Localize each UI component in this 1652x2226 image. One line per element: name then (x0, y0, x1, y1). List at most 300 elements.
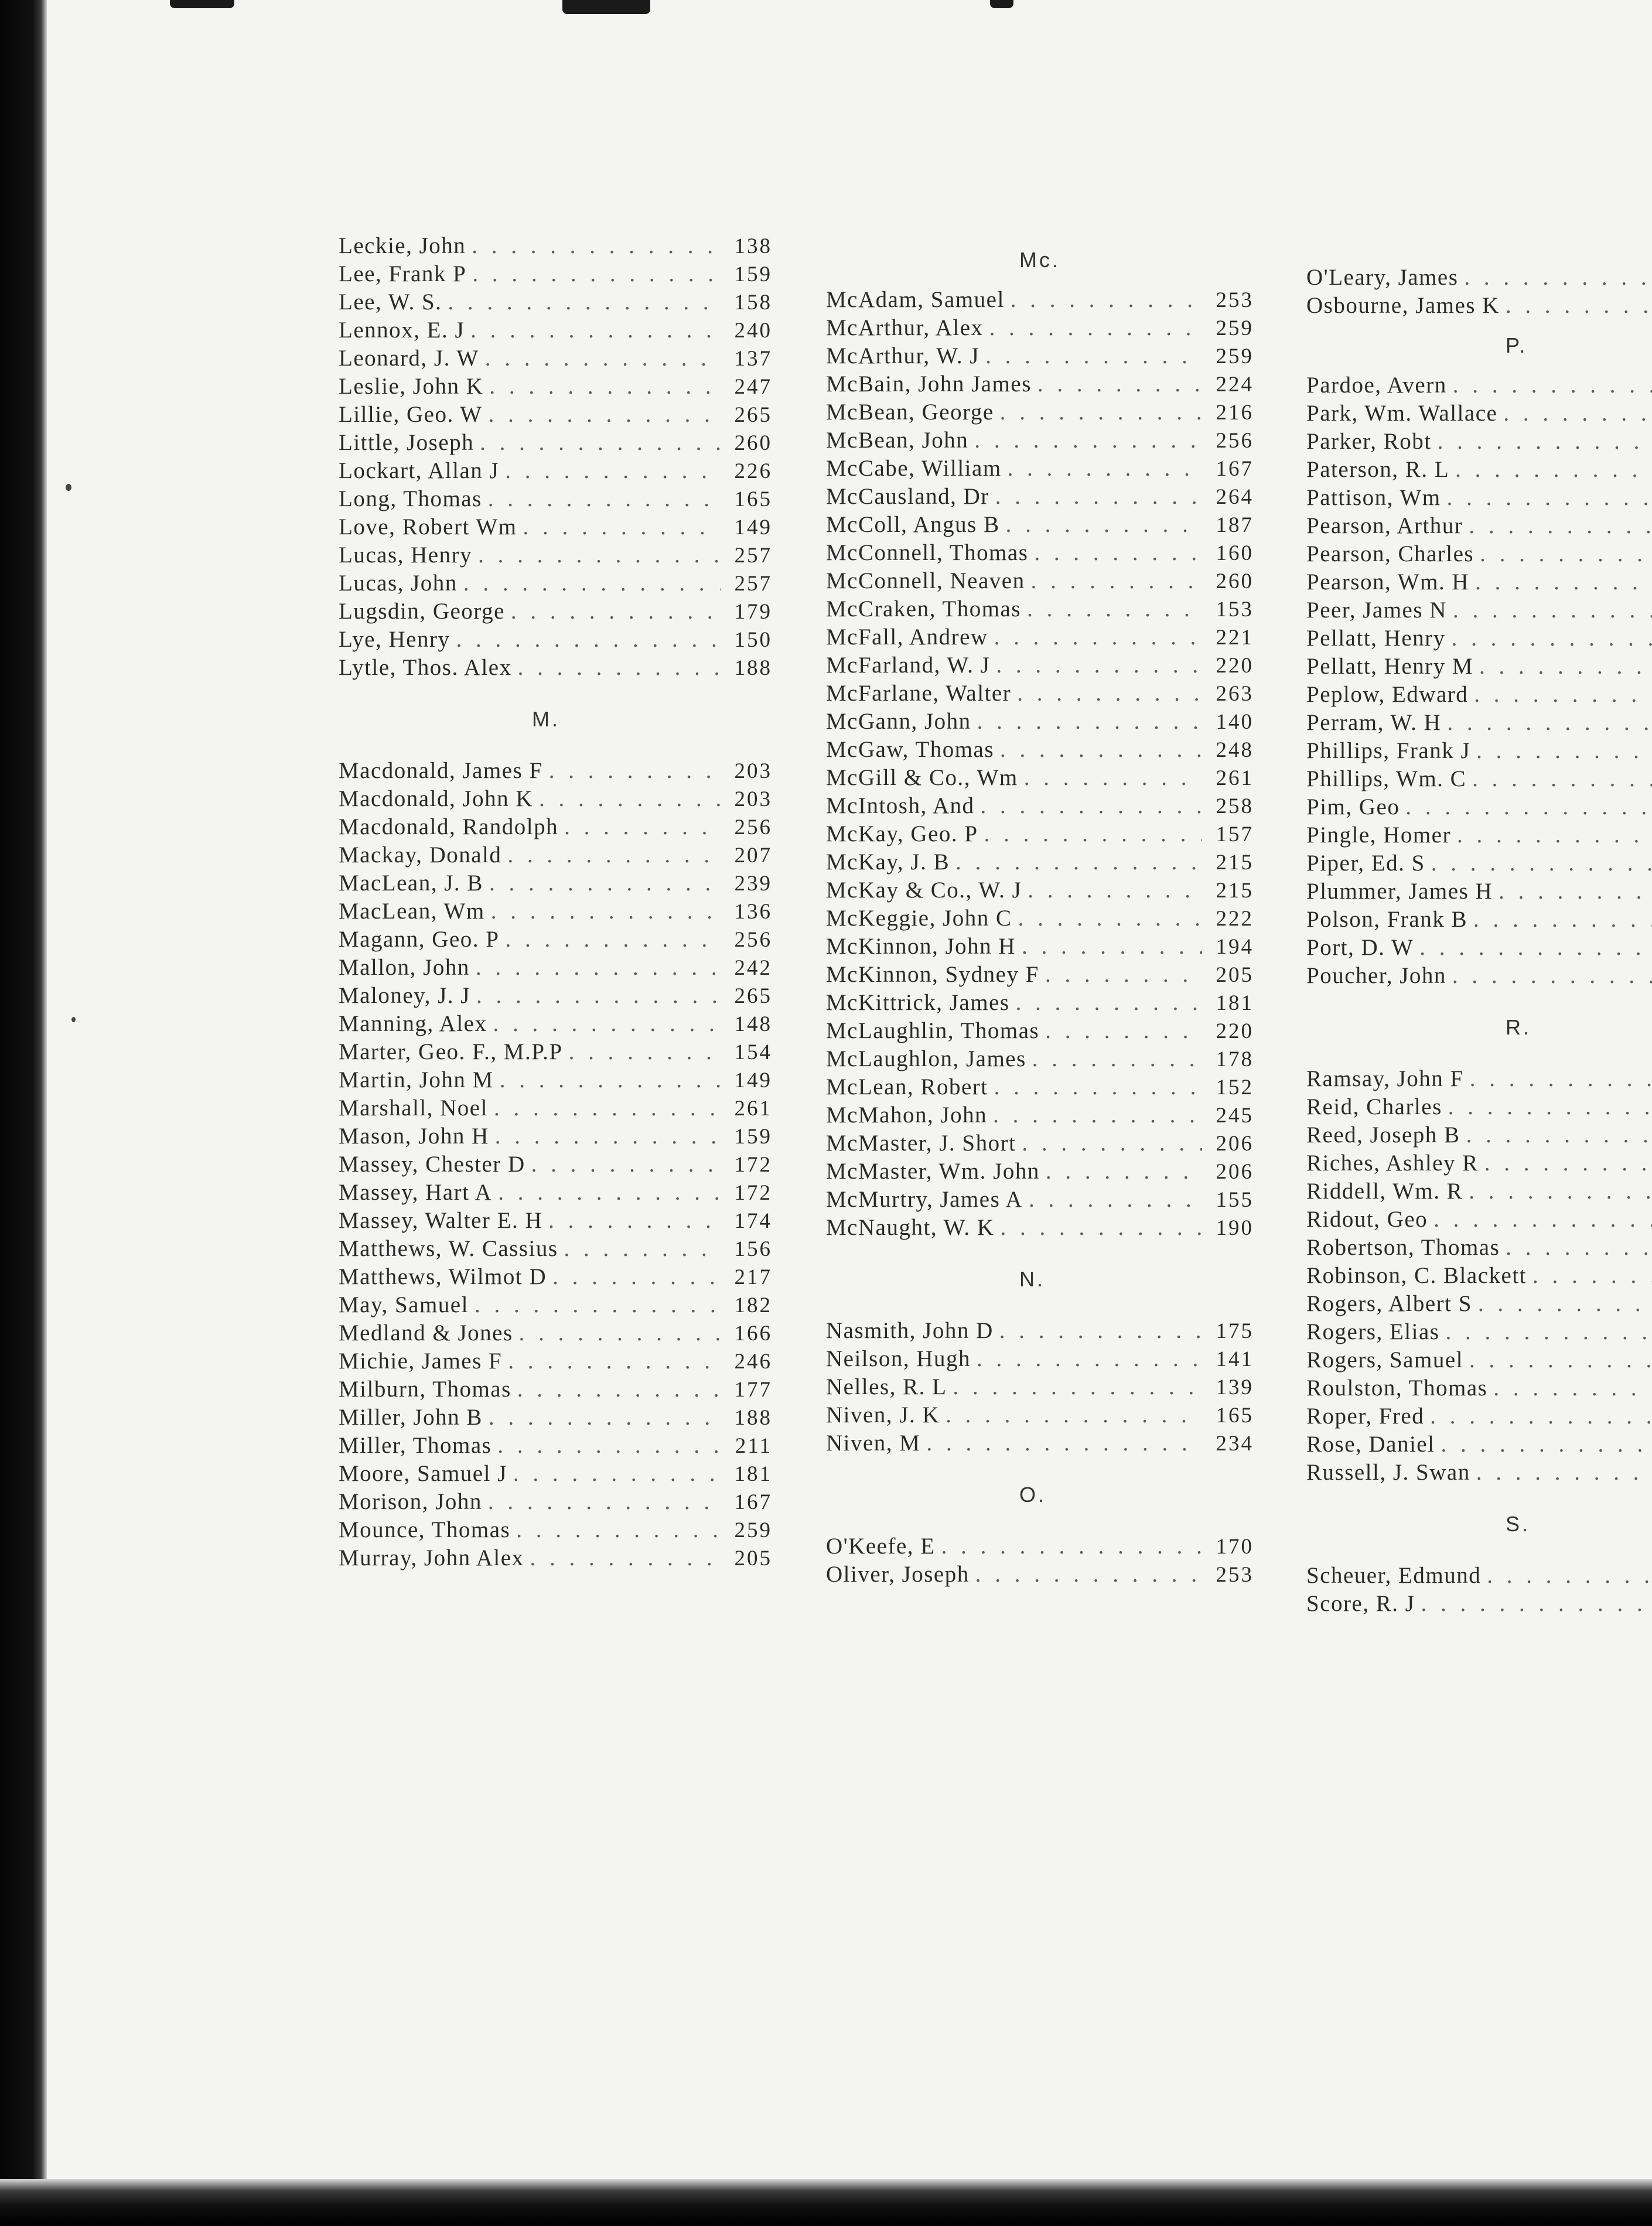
dot-leader (1027, 595, 1202, 623)
index-entry (1306, 1234, 1652, 1262)
entry-page-number: 149 (734, 515, 772, 540)
entry-page-number: 203 (734, 787, 772, 811)
entry-page-number: 259 (1216, 316, 1254, 340)
index-entry (339, 1207, 772, 1235)
entry-page-number: 179 (734, 600, 772, 624)
entry-page-number: 264 (1216, 485, 1254, 509)
index-entry (826, 567, 1254, 595)
entry-name: McArthur, Alex (826, 315, 984, 340)
dot-leader (513, 1460, 721, 1488)
entry-page-number: 153 (1216, 598, 1254, 622)
dot-leader (516, 1516, 721, 1544)
entry-page-number: 141 (1216, 1347, 1254, 1371)
dot-leader (489, 869, 721, 897)
index-entry (826, 1561, 1254, 1589)
entry-name: Miller, Thomas (339, 1433, 492, 1458)
dot-leader (1433, 1206, 1652, 1234)
dot-leader (985, 342, 1202, 370)
dot-leader (1037, 370, 1202, 398)
dot-leader (941, 1532, 1202, 1561)
entry-page-number: 261 (1216, 766, 1254, 790)
index-entry (1306, 653, 1652, 681)
dot-leader (1499, 878, 1652, 906)
dot-leader (1476, 737, 1652, 765)
entry-page-number: 260 (1216, 569, 1254, 593)
entry-name: Massey, Walter E. H (339, 1208, 543, 1233)
entry-page-number: 138 (734, 234, 772, 258)
index-entry (339, 457, 772, 485)
dot-leader (1479, 653, 1652, 681)
index-entry (1306, 540, 1652, 568)
index-entry (826, 651, 1254, 680)
entry-name: Long, Thomas (339, 486, 482, 511)
entry-page-number: 165 (734, 487, 772, 511)
entry-page-number: 242 (734, 956, 772, 980)
entry-page-number: 137 (734, 347, 772, 371)
entry-page-number: 156 (734, 1237, 772, 1261)
entry-page-number: 246 (734, 1350, 772, 1374)
index-group-s (1306, 1562, 1652, 1618)
entry-page-number: 167 (734, 1490, 772, 1514)
dot-leader (497, 1432, 721, 1460)
entry-name: Mason, John H (339, 1124, 489, 1149)
entry-name: Reid, Charles (1306, 1094, 1442, 1119)
dot-leader (523, 513, 721, 541)
entry-page-number: 211 (735, 1434, 772, 1458)
entry-name: May, Samuel (339, 1292, 469, 1317)
dot-leader (977, 708, 1202, 736)
entry-name: McGill & Co., Wm (826, 765, 1018, 790)
index-entry (1306, 709, 1652, 737)
entry-page-number: 222 (1216, 907, 1254, 931)
entry-name: McConnell, Thomas (826, 540, 1029, 565)
dot-leader (1452, 962, 1652, 990)
dot-leader (1421, 1590, 1652, 1618)
index-entry (1306, 1262, 1652, 1290)
index-entry (339, 926, 772, 954)
dot-leader (1472, 765, 1652, 793)
entry-page-number: 257 (734, 544, 772, 568)
entry-name: Morison, John (339, 1489, 482, 1514)
entry-page-number: 215 (1216, 879, 1254, 903)
index-entry (826, 1401, 1254, 1429)
dot-leader (478, 541, 721, 569)
entry-name: Nasmith, John D (826, 1318, 994, 1343)
dot-leader (1438, 428, 1652, 456)
entry-name: McMurtry, James A (826, 1187, 1023, 1212)
index-group-m (339, 757, 772, 1572)
entry-name: Parker, Robt (1306, 429, 1432, 454)
entry-page-number: 152 (1216, 1076, 1254, 1100)
index-entry (1306, 934, 1652, 962)
entry-page-number: 256 (734, 815, 772, 839)
index-entry (826, 1317, 1254, 1345)
dot-leader (488, 485, 721, 513)
index-entry (826, 1186, 1254, 1214)
index-entry (826, 1532, 1254, 1561)
entry-name: Little, Joseph (339, 430, 475, 455)
index-entry (339, 626, 772, 654)
index-entry (826, 511, 1254, 539)
entry-name: Pellatt, Henry (1306, 626, 1446, 651)
dot-leader (549, 757, 721, 785)
entry-name: Rose, Daniel (1306, 1432, 1435, 1457)
dot-leader (476, 954, 721, 982)
ink-speck (71, 1017, 76, 1022)
entry-name: McMaster, J. Short (826, 1131, 1016, 1156)
entry-name: McKay & Co., W. J (826, 878, 1022, 903)
entry-page-number: 217 (734, 1265, 772, 1289)
entry-name: McKay, J. B (826, 849, 950, 875)
entry-page-number: 234 (1216, 1432, 1254, 1456)
entry-name: Martin, John M (339, 1067, 494, 1092)
dot-leader (518, 654, 721, 682)
index-entry (826, 426, 1254, 455)
entry-name: Pattison, Wm (1306, 485, 1441, 510)
entry-page-number: 221 (1216, 626, 1254, 650)
entry-name: McKay, Geo. P (826, 821, 978, 846)
index-entry (339, 1432, 772, 1460)
entry-page-number: 159 (734, 262, 772, 286)
entry-name: Niven, J. K (826, 1402, 940, 1428)
entry-name: Ridout, Geo (1306, 1207, 1428, 1232)
dot-leader (927, 1429, 1203, 1457)
entry-name: McKittrick, James (826, 990, 1010, 1015)
entry-name: McKinnon, Sydney F (826, 962, 1039, 987)
entry-name: Scheuer, Edmund (1306, 1563, 1482, 1588)
index-entry (1306, 878, 1652, 906)
index-entry (826, 539, 1254, 567)
entry-page-number: 256 (1216, 429, 1254, 453)
dot-leader (1045, 1017, 1202, 1045)
index-entry (1306, 737, 1652, 765)
dot-leader (1441, 1430, 1652, 1459)
dot-leader (1006, 511, 1202, 539)
entry-page-number: 205 (1216, 963, 1254, 987)
index-group-o (826, 1532, 1254, 1589)
dot-leader (974, 426, 1202, 455)
entry-name: Massey, Chester D (339, 1152, 525, 1177)
dot-leader (564, 1235, 721, 1263)
dot-leader (975, 1561, 1202, 1589)
entry-page-number: 181 (734, 1462, 772, 1486)
entry-name: Rogers, Albert S (1306, 1291, 1472, 1316)
entry-name: McCabe, William (826, 456, 1002, 481)
dot-leader (1487, 1562, 1652, 1590)
entry-name: Pingle, Homer (1306, 822, 1451, 848)
entry-name: McBain, John James (826, 371, 1032, 397)
dot-leader (475, 1291, 721, 1319)
index-entry (339, 785, 772, 813)
entry-page-number: 265 (734, 403, 772, 427)
index-entry (1306, 1290, 1652, 1318)
entry-name: Neilson, Hugh (826, 1346, 971, 1371)
index-entry (339, 982, 772, 1010)
entry-page-number: 220 (1216, 654, 1254, 678)
dot-leader (539, 785, 721, 813)
index-entry (826, 876, 1254, 904)
dot-leader (530, 1544, 721, 1572)
dot-leader (1506, 1234, 1652, 1262)
dot-leader (1445, 1318, 1652, 1346)
entry-page-number: 178 (1216, 1047, 1254, 1071)
ink-speck (66, 484, 71, 491)
entry-page-number: 155 (1216, 1188, 1254, 1212)
dot-leader (463, 569, 721, 598)
index-entry (339, 954, 772, 982)
dot-leader (485, 344, 721, 373)
dot-leader (495, 1122, 721, 1150)
dot-leader (1011, 286, 1202, 314)
index-entry (339, 757, 772, 785)
index-entry (1306, 1093, 1652, 1121)
index-entry (826, 455, 1254, 483)
index-entry (1306, 1590, 1652, 1618)
index-entry (339, 841, 772, 869)
dot-leader (1469, 512, 1652, 540)
index-entry (1306, 1149, 1652, 1177)
dot-leader (953, 1373, 1202, 1401)
dot-leader (1452, 624, 1652, 653)
entry-page-number: 245 (1216, 1104, 1254, 1128)
entry-page-number: 190 (1216, 1216, 1254, 1240)
index-entry (826, 286, 1254, 314)
dot-leader (548, 1207, 721, 1235)
entry-name: Lee, W. S. (339, 289, 442, 315)
index-entry (339, 1038, 772, 1066)
dot-leader (493, 1010, 721, 1038)
entry-name: Port, D. W (1306, 935, 1414, 960)
dot-leader (489, 373, 721, 401)
entry-name: Roulston, Thomas (1306, 1375, 1488, 1401)
index-entry (826, 1101, 1254, 1129)
index-entry (339, 598, 772, 626)
dot-leader (1469, 1346, 1652, 1374)
index-entry (826, 1129, 1254, 1158)
dot-leader (1008, 455, 1202, 483)
dot-leader (564, 813, 721, 841)
entry-page-number: 194 (1216, 935, 1254, 959)
entry-name: McIntosh, And (826, 793, 975, 818)
dot-leader (1405, 793, 1652, 821)
index-entry (339, 401, 772, 429)
entry-name: Matthews, Wilmot D (339, 1264, 547, 1289)
dot-leader (470, 316, 721, 344)
index-entry (826, 1045, 1254, 1073)
dot-leader (448, 288, 721, 316)
dot-leader (491, 897, 721, 926)
dot-leader (489, 401, 721, 429)
index-entry (339, 1404, 772, 1432)
dot-leader (999, 1317, 1202, 1345)
index-entry (826, 1373, 1254, 1401)
entry-page-number: 205 (734, 1546, 772, 1571)
index-entry (826, 314, 1254, 342)
ink-mark (562, 0, 650, 14)
index-entry (339, 344, 772, 373)
entry-page-number: 265 (734, 984, 772, 1008)
entry-name: Roper, Fred (1306, 1404, 1425, 1429)
entry-name: Leslie, John K (339, 374, 484, 399)
index-entry (826, 595, 1254, 623)
index-entry (826, 1017, 1254, 1045)
entry-page-number: 140 (1216, 710, 1254, 734)
index-entry (826, 961, 1254, 989)
index-entry (339, 1319, 772, 1347)
index-entry (339, 373, 772, 401)
dot-leader (1475, 568, 1652, 596)
entry-name: Lye, Henry (339, 627, 450, 652)
dot-leader (1034, 539, 1202, 567)
entry-name: Macdonald, James F (339, 758, 543, 783)
index-group-mc (826, 286, 1254, 1242)
entry-page-number: 157 (1216, 822, 1254, 846)
entry-name: Niven, M (826, 1430, 921, 1456)
entry-name: Nelles, R. L (826, 1374, 947, 1399)
dot-leader (498, 1179, 721, 1207)
entry-name: Lucas, John (339, 571, 458, 596)
entry-name: Macdonald, Randolph (339, 814, 559, 839)
index-entry (1306, 371, 1652, 400)
index-entry (1306, 1374, 1652, 1402)
index-entry (339, 1347, 772, 1375)
index-entry (826, 342, 1254, 370)
index-entry (1306, 1459, 1652, 1487)
section-heading-p: P. (1506, 333, 1528, 357)
dot-leader (994, 623, 1202, 651)
dot-leader (1447, 484, 1652, 512)
dot-leader (472, 260, 721, 288)
entry-page-number: 167 (1216, 457, 1254, 481)
index-group-p (1306, 371, 1652, 990)
dot-leader (1045, 961, 1202, 989)
entry-page-number: 260 (734, 431, 772, 455)
dot-leader (984, 820, 1202, 848)
entry-page-number: 226 (734, 459, 772, 483)
entry-page-number: 259 (1216, 344, 1254, 368)
entry-name: Reed, Joseph B (1306, 1122, 1460, 1148)
index-entry (339, 1122, 772, 1150)
dot-leader (511, 598, 721, 626)
index-entry (826, 1214, 1254, 1242)
entry-page-number: 261 (734, 1097, 772, 1121)
index-group-r (1306, 1065, 1652, 1487)
dot-leader (500, 1066, 721, 1094)
dot-leader (1455, 456, 1652, 484)
entry-name: O'Leary, James (1306, 265, 1459, 290)
dot-leader (489, 1404, 721, 1432)
dot-leader (1419, 934, 1652, 962)
dot-leader (1470, 1065, 1652, 1093)
dot-leader (1430, 1402, 1652, 1430)
index-entry (339, 1094, 772, 1122)
index-entry (826, 1073, 1254, 1101)
dot-leader (519, 1319, 721, 1347)
entry-page-number: 172 (734, 1181, 772, 1205)
section-heading-o: O. (1019, 1483, 1047, 1507)
entry-page-number: 263 (1216, 682, 1254, 706)
dot-leader (993, 1101, 1202, 1129)
entry-page-number: 165 (1216, 1404, 1254, 1428)
index-entry (826, 1158, 1254, 1186)
dot-leader (507, 841, 721, 869)
index-entry (1306, 1562, 1652, 1590)
index-entry (1306, 568, 1652, 596)
entry-page-number: 207 (734, 844, 772, 868)
entry-page-number: 182 (734, 1293, 772, 1317)
entry-page-number: 139 (1216, 1375, 1254, 1399)
entry-name: Miller, John B (339, 1405, 483, 1430)
entry-name: Plummer, James H (1306, 879, 1493, 904)
dot-leader (1478, 1290, 1652, 1318)
index-entry (339, 1235, 772, 1263)
index-entry (1306, 456, 1652, 484)
entry-name: Ramsay, John F (1306, 1066, 1464, 1091)
entry-page-number: 253 (1216, 1563, 1254, 1587)
entry-name: Macdonald, John K (339, 786, 534, 811)
index-entry (339, 513, 772, 541)
entry-name: Maloney, J. J (339, 983, 470, 1008)
index-entry (339, 1066, 772, 1094)
entry-name: Lee, Frank P (339, 261, 467, 286)
dot-leader (1466, 1121, 1652, 1149)
dot-leader (1001, 1214, 1203, 1242)
index-entry (826, 370, 1254, 398)
dot-leader (995, 483, 1202, 511)
entry-page-number: 177 (734, 1378, 772, 1402)
dot-leader (517, 1375, 721, 1404)
entry-page-number: 248 (1216, 738, 1254, 762)
entry-page-number: 172 (734, 1153, 772, 1177)
index-entry (339, 869, 772, 897)
entry-name: Milburn, Thomas (339, 1377, 511, 1402)
entry-name: Michie, James F (339, 1348, 503, 1374)
index-entry (1306, 1206, 1652, 1234)
dot-leader (946, 1401, 1202, 1429)
entry-name: Lugsdin, George (339, 599, 505, 624)
entry-page-number: 148 (734, 1012, 772, 1036)
index-entry (1306, 765, 1652, 793)
entry-page-number: 247 (734, 375, 772, 399)
entry-name: Murray, John Alex (339, 1545, 524, 1571)
index-entry (339, 1291, 772, 1319)
entry-name: McFarland, W. J (826, 653, 991, 678)
dot-leader (472, 232, 721, 260)
entry-page-number: 174 (734, 1209, 772, 1233)
dot-leader (531, 1150, 721, 1179)
page-binding-shadow (0, 0, 47, 2226)
entry-page-number: 224 (1216, 373, 1254, 397)
index-entry (1306, 1430, 1652, 1459)
entry-name: Lillie, Geo. W (339, 402, 483, 427)
index-entry (1306, 428, 1652, 456)
entry-page-number: 258 (1216, 794, 1254, 818)
entry-page-number: 256 (734, 928, 772, 952)
entry-name: Perram, W. H (1306, 710, 1442, 735)
entry-name: Lytle, Thos. Alex (339, 655, 512, 680)
entry-name: Pearson, Arthur (1306, 513, 1463, 538)
entry-name: Polson, Frank B (1306, 907, 1467, 932)
entry-page-number: 175 (1216, 1319, 1254, 1343)
entry-name: McMaster, Wm. John (826, 1159, 1040, 1184)
entry-name: McBean, George (826, 400, 994, 425)
entry-name: Pellatt, Henry M (1306, 654, 1474, 679)
dot-leader (1024, 764, 1202, 792)
entry-page-number: 259 (734, 1518, 772, 1542)
dot-leader (1493, 1374, 1652, 1402)
entry-name: Leonard, J. W (339, 346, 479, 371)
entry-name: Pearson, Charles (1306, 541, 1474, 566)
